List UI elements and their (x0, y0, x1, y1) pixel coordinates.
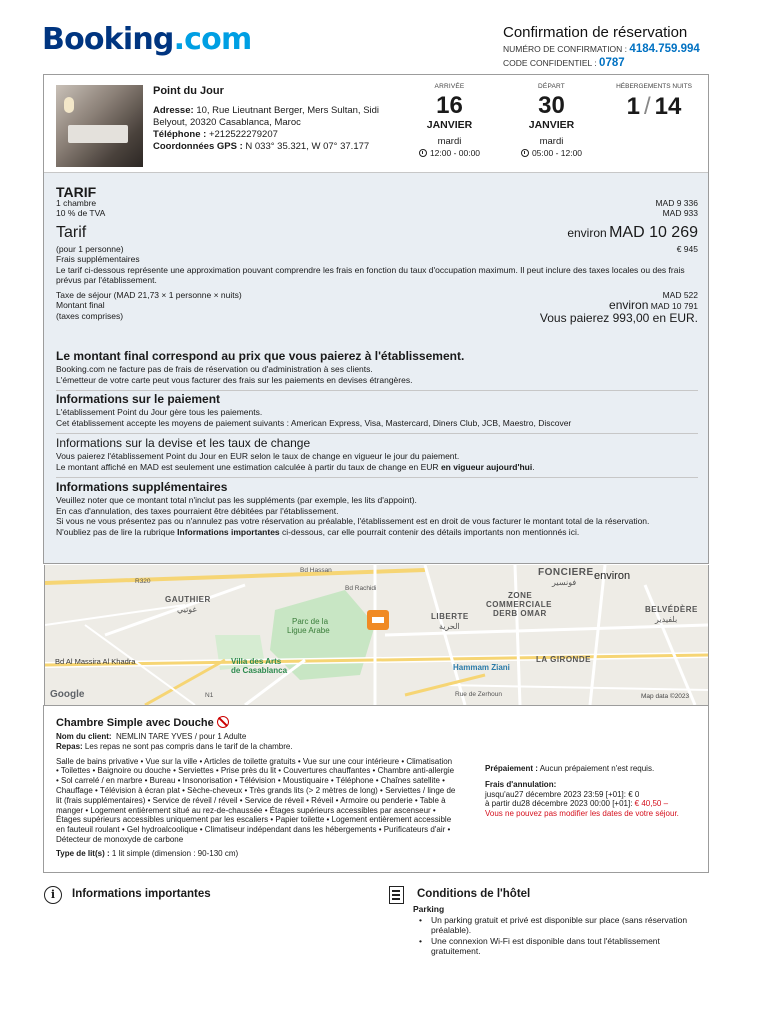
currency-section: Informations sur la devise et les taux de change Vous paierez l'établissement Point du Jour en EUR selon le taux de change en vigueur le jour du paiement. Le montant affiché en MAD est seulement une estimation calculée à partir du taux de change en EUR en vigueur aujourd'hui. (56, 436, 535, 472)
prepayment-line: Prépaiement : Aucun prépaiement n'est requis. (485, 764, 655, 773)
room-details (43, 705, 709, 873)
header (42, 18, 708, 72)
location-map[interactable]: FONCIERE فونسير environ GAUTHIER غوتيي ZONE COMMERCIALE DERB OMAR BELVÉDÈRE بلفيدير Parc de la Ligue Arabe LIBERTE الحرية Villa des Arts de Casablanca Hammam Ziani LA GIRONDE Bd Al Massira Al Khadra R320 N1 Bd Hassan Bd Rachidi Rue de Zerhoun Google Map data ©2023 (44, 565, 709, 705)
hotel-info (153, 85, 383, 153)
bed-type-line: Type de lit(s) : 1 lit simple (dimension : 90-130 cm) (56, 848, 239, 858)
arrival-block: ARRIVÉE 16 JANVIER mardi 12:00 - 00:00 (402, 83, 497, 158)
important-info-section: i Informations importantes (44, 886, 344, 902)
document-icon (389, 886, 404, 904)
hotel-gps: Coordonnées GPS : N 033° 35.321, W 07° 37.177 (153, 141, 370, 152)
hotel-name: Point du Jour (153, 85, 224, 97)
price-heading: TARIF (56, 184, 97, 200)
meals-line: Repas: Les repas ne sont pas compris dans le tarif de la chambre. (56, 741, 293, 751)
room-amenities: Salle de bains privative • Vue sur la ville • Articles de toilette gratuits • Vue sur une cour intérieure • Climatisation • Toilettes • Baignoire ou douche • Serviettes • Prise près du lit • Couvertures chauffantes • Chambre anti-allergie • Sol carrelé / en marbre • Bureau • Insonorisation • Télévision • Moustiquaire • Téléphone • Chaînes satellite • Chauffage • Télévision à écran plat • Sèche-cheveux • Très grands lits (> 2 mètres de long) • Serviettes / linge de lit (frais supplémentaires) • Service de réveil / réveil • Service de réveil • Réveil • Armoire ou penderie • Table à manger • Logement entièrement situé au rez-de-chaussée • Étages supérieurs accessibles par ascenseur • Étages supérieurs accessibles uniquement par les escaliers • Papier toilette • Logement entièrement accessible en fauteuil roulant • Gel hydroalcoolique • Climatiseur indépendant dans les hébergements • Purificateurs d'air • Détecteur de monoxyde de carbone (56, 756, 456, 844)
pin-code-line: CODE CONFIDENTIEL : 0787 (503, 57, 625, 69)
no-smoking-icon (217, 716, 229, 728)
policies: Prépaiement : Aucun prépaiement n'est requis. Frais d'annulation: jusqu'au27 décembre 2023 23:59 [+01]: € 0 à partir du28 décembre 2023 00:00 [+01]: € 40,50 – Vous ne pouvez pas modifier les dates de votre séjour. (485, 764, 705, 819)
reservation-card (43, 74, 709, 564)
confirmation-block (503, 24, 708, 69)
divider (56, 390, 698, 391)
hotel-conditions-section: Conditions de l'hôtel Parking • Un parking gratuit et privé est disponible sur place (sans réservation préalable). • Une connexion Wi-Fi est disponible dans tout l'établissement gratuitement. (389, 886, 709, 957)
hotel-photo (56, 85, 143, 167)
room-title: Chambre Simple avec Douche (56, 716, 456, 730)
payment-section: Informations sur le paiement L'établissement Point du Jour gère tous les paiements. Cet établissement accepte les moyens de paiement suivants : American Express, Visa, Mastercard, Diners Club, JCB, Maestro, Discover (56, 392, 572, 428)
cancellation-note: Vous ne pouvez pas modifier les dates de votre séjour. (485, 809, 679, 819)
confirmation-title: Confirmation de réservation (503, 24, 688, 41)
rooms-count: 1 (626, 93, 640, 120)
parking-label: Parking (413, 904, 445, 914)
price-section: TARIF 1 chambre MAD 9 336 10 % de TVA MAD 933 Tarif environ MAD 10 269 (pour 1 personne) € 945 Frais supplémentaires Le tarif ci-dessous représente une approximation pouvant comprendre les frais en fonction du taux d'occupation maximum. Il peut inclure des taxes locales ou des frais prévus par l'établissement. Taxe de séjour (MAD 21,73 × 1 personne × nuits) MAD 522 Montant final environ MAD 10 791 (taxes comprises) Vous paierez 993,00 en EUR. (56, 184, 698, 325)
extra-info-section: Informations supplémentaires Veuillez noter que ce montant total n'inclut pas les suppléments (par exemple, les lits d'appoint). En cas d'annulation, des taxes pourraient être débitées par l'établissement. Si vous ne vous présentez pas ou n'annulez pas votre réservation au préalable, l'établissement est en droit de vous facturer le montant total de la réservation. N'oubliez pas de lire la rubrique Informations importantes ci-dessous, car elle pourrait contenir des détails importants non mentionnés ici. (56, 480, 650, 537)
info-icon: i (44, 886, 62, 904)
list-item: • Un parking gratuit et privé est disponible sur place (sans réservation préalable). (413, 915, 709, 936)
stay-block: HÉBERGEMENTS NUITS 1 / 14 (616, 83, 692, 120)
list-item: • Une connexion Wi-Fi est disponible dans tout l'établissement gratuitement. (413, 936, 709, 957)
divider (56, 477, 698, 478)
conditions-list (413, 915, 709, 957)
google-logo: Google (50, 689, 85, 700)
clock-icon (521, 149, 529, 157)
pin-code: 0787 (599, 57, 625, 69)
final-amount-section: Le montant final correspond au prix que vous paierez à l'établissement. Booking.com ne facture pas de frais de réservation ou d'administration à ses clients. L'émetteur de votre carte peut vous facturer des frais sur les paiements en devises étrangères. (56, 349, 465, 385)
pay-eur: Vous paierez 993,00 en EUR. (539, 310, 698, 325)
nights-count: 14 (654, 93, 682, 120)
departure-day: 30 (538, 92, 565, 119)
confirmation-number-line: NUMÉRO DE CONFIRMATION : 4184.759.994 (503, 43, 700, 55)
room-info (56, 716, 456, 859)
tarif-label: Tarif (56, 223, 87, 241)
confirmation-number: 4184.759.994 (629, 43, 700, 55)
hotel-summary (44, 75, 708, 173)
booking-logo[interactable]: Booking.com (42, 22, 252, 57)
client-line: Nom du client: NEMLIN TARE YVES / pour 1 Adulte (56, 732, 247, 741)
divider (56, 433, 698, 434)
final-amount: MAD 10 791 (650, 301, 698, 311)
departure-block: DÉPART 30 JANVIER mardi 05:00 - 12:00 (504, 83, 599, 158)
clock-icon (419, 149, 427, 157)
hotel-phone: Téléphone : +212522279207 (153, 129, 278, 140)
tarif-total: MAD 10 269 (609, 223, 698, 241)
cancellation-label: Frais d'annulation: (485, 779, 557, 789)
map-roads (45, 565, 709, 705)
arrival-day: 16 (436, 92, 463, 119)
hotel-address: Adresse: 10, Rue Lieutnant Berger, Mers Sultan, Sidi Belyout, 20320 Casablanca, Maroc (153, 105, 380, 128)
